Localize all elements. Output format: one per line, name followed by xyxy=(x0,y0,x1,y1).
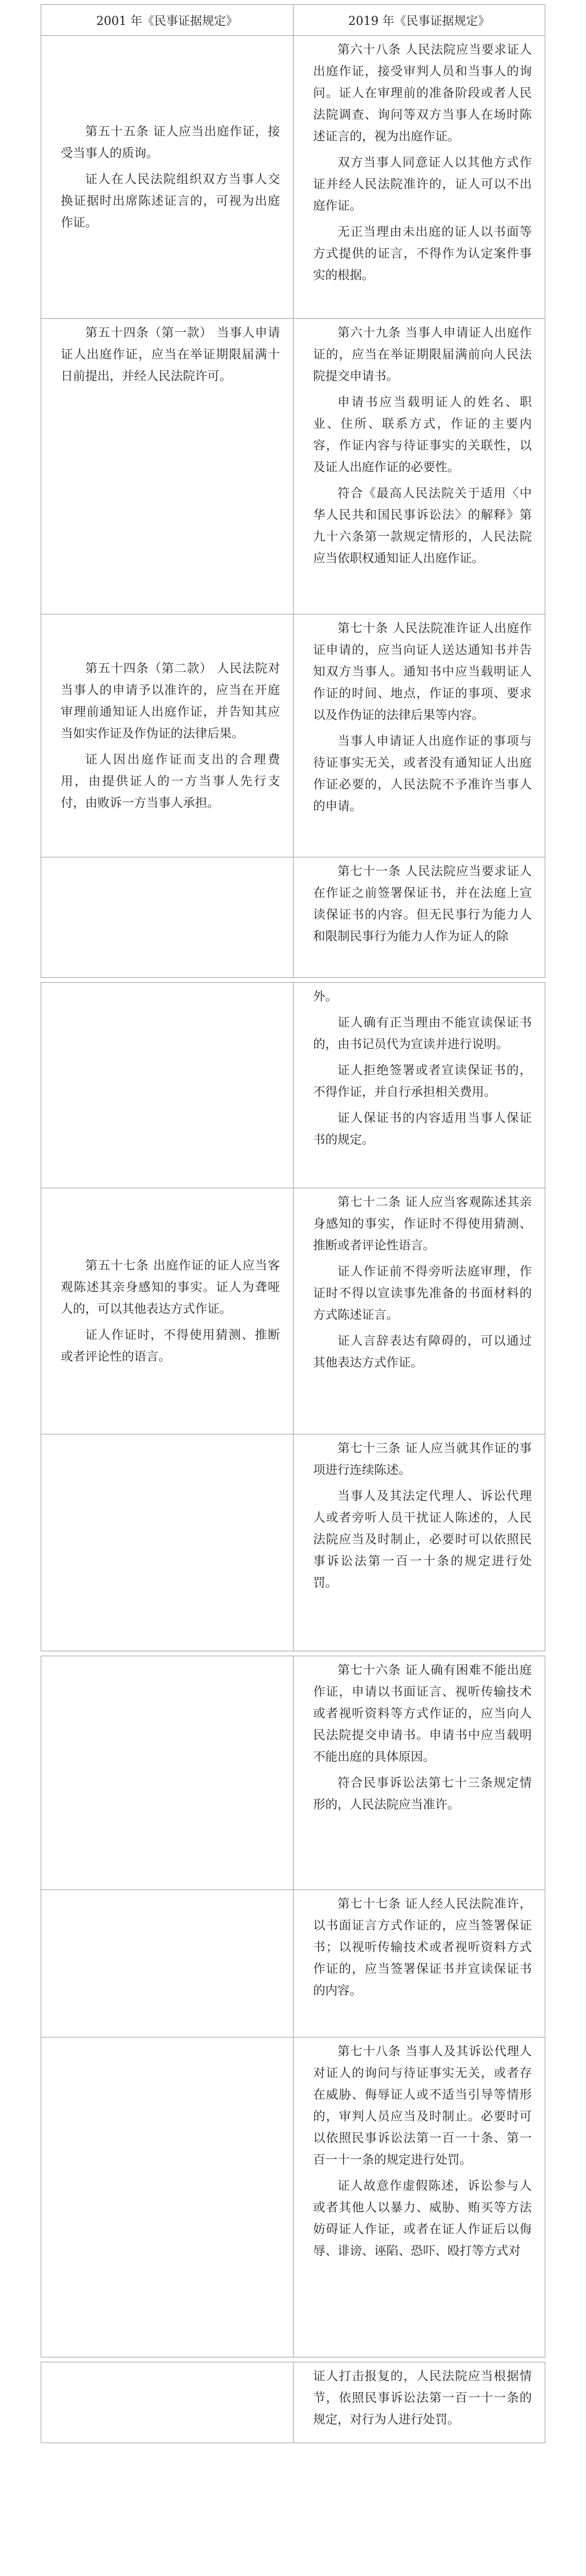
para: 证人故意作虚假陈述，诉讼参与人或者其他人以暴力、威胁、贿买等方法妨碍证人作证，或者在证人作证后以侮辱、诽谤、诬陷、恐吓、殴打等方式对 xyxy=(313,2179,532,2258)
para: 第六十八条 人民法院应当要求证人出庭作证，接受审判人员和当事人的询问。证人在审理前的准备阶段或者人民法院调查、询问等双方当事人在场时陈述证言的，视为出庭作证。 xyxy=(313,43,532,144)
para: 当事人申请证人出庭作证的事项与待证事实无关，或者没有通知证人出庭作证必要的，人民法院不予准许当事人的申请。 xyxy=(313,734,532,813)
para: 证人在人民法院组织双方当事人交换证据时出席陈述证言的，可视为出庭作证。 xyxy=(61,172,280,230)
header-2001: 2001 年《民事证据规定》 xyxy=(96,14,238,28)
cell-2019 xyxy=(293,36,545,318)
cell-2001-empty xyxy=(41,1434,293,1651)
para: 证人言辞表达有障碍的，可以通过其他表达方式作证。 xyxy=(313,1334,532,1370)
cell-2001-empty xyxy=(41,1656,293,1889)
cell-2019 xyxy=(293,857,545,977)
comparison-table xyxy=(41,4,545,2443)
para: 第七十七条 证人经人民法院准许，以书面证言方式作证的，应当签署保证书；以视听传输技术或者视听资料方式作证的，应当签署保证书并宣读保证书的内容。 xyxy=(313,1897,532,1998)
para: 当事人及其法定代理人、诉讼代理人或者旁听人员干扰证人陈述的，人民法院应当及时制止，必要时可以依照民事诉讼法第一百一十条的规定进行处罚。 xyxy=(313,1489,532,1590)
para: 第六十九条 当事人申请证人出庭作证的，应当在举证期限届满前向人民法院提交申请书。 xyxy=(313,326,532,383)
para: 第五十五条 证人应当出庭作证，接受当事人的质询。 xyxy=(61,124,280,161)
para: 第七十八条 当事人及其诉讼代理人对证人的询问与待证事实无关，或者存在威胁、侮辱证人或不适当引导等情形的，审判人员应当及时制止。必要时可以依照民事诉讼法第一百一十条、第一百一十一条的规定进行处罚。 xyxy=(313,2045,532,2167)
para: 第五十七条 出庭作证的证人应当客观陈述其亲身感知的事实。证人为聋哑人的，可以其他表达方式作证。 xyxy=(61,1258,280,1316)
para: 第五十四条（第一款） 当事人申请证人出庭作证，应当在举证期限届满十日前提出，并经人民法院许可。 xyxy=(61,326,280,383)
cell-2001 xyxy=(41,319,293,614)
para: 证人因出庭作证而支出的合理费用，由提供证人的一方当事人先行支付，由败诉一方当事人承担。 xyxy=(61,752,280,810)
para: 第五十四条（第二款） 人民法院对当事人的申请予以准许的，应当在开庭审理前通知证人出庭作证，并告知其应当如实作证及作伪证的法律后果。 xyxy=(61,661,280,741)
para: 第七十六条 证人确有困难不能出庭作证，申请以书面证言、视听传输技术或者视听资料等方式作证的，应当向人民法院提交申请书。申请书中应当载明不能出庭的具体原因。 xyxy=(313,1663,532,1764)
cell-2001 xyxy=(41,614,293,857)
cell-2019 xyxy=(293,983,545,1188)
para: 证人确有正当理由不能宣读保证书的，由书记员代为宣读并进行说明。 xyxy=(313,1016,532,1052)
cell-2001-empty xyxy=(41,2037,293,2357)
cell-2001-empty xyxy=(41,2362,293,2443)
cell-2001-empty xyxy=(41,857,293,977)
cell-2001-empty xyxy=(41,1890,293,2037)
table-row xyxy=(41,1188,545,1434)
cell-2001 xyxy=(41,1188,293,1434)
cell-2001-empty xyxy=(41,983,293,1188)
cell-2019 xyxy=(293,319,545,614)
cell-2019 xyxy=(293,2362,545,2443)
table-row xyxy=(41,1656,545,1890)
table-row xyxy=(41,319,545,614)
para: 申请书应当载明证人的姓名、职业、住所、联系方式，作证的主要内容，作证内容与待证事实的关联性，以及证人出庭作证的必要性。 xyxy=(313,395,532,475)
para: 证人作证前不得旁听法庭审理，作证时不得以宣读事先准备的书面材料的方式陈述证言。 xyxy=(313,1265,532,1322)
table-row xyxy=(41,982,545,1188)
cell-2019 xyxy=(293,1434,545,1651)
table-row xyxy=(41,614,545,857)
para: 无正当理由未出庭的证人以书面等方式提供的证言，不得作为认定案件事实的根据。 xyxy=(313,225,532,283)
para: 外。 xyxy=(313,990,338,1004)
cell-2019 xyxy=(293,1188,545,1434)
para: 第七十三条 证人应当就其作证的事项进行连续陈述。 xyxy=(313,1441,532,1477)
cell-2001 xyxy=(41,36,293,318)
table-row xyxy=(41,36,545,319)
table-row xyxy=(41,1890,545,2037)
table-row xyxy=(41,1434,545,1651)
cell-2019 xyxy=(293,1656,545,1889)
header-2019: 2019 年《民事证据规定》 xyxy=(293,5,545,35)
para: 第七十条 人民法院准许证人出庭作证申请的，应当向证人送达通知书并告知双方当事人。通知书中应当载明证人作证的时间、地点，作证的事项、要求以及作伪证的法律后果等内容。 xyxy=(313,621,532,722)
cell-2019 xyxy=(293,614,545,857)
table-row xyxy=(41,857,545,978)
para: 证人作证时，不得使用猜测、推断或者评论性的语言。 xyxy=(61,1328,280,1364)
para: 第七十二条 证人应当客观陈述其亲身感知的事实，作证时不得使用猜测、推断或者评论性语言。 xyxy=(313,1195,532,1253)
table-header xyxy=(41,4,545,36)
cell-2019 xyxy=(293,1890,545,2037)
table-row xyxy=(41,2362,545,2443)
para: 符合民事诉讼法第七十三条规定情形的，人民法院应当准许。 xyxy=(313,1776,532,1812)
para: 符合《最高人民法院关于适用〈中华人民共和国民事诉讼法〉的解释》第九十六条第一款规定情形的，人民法院应当依职权通知证人出庭作证。 xyxy=(313,486,532,566)
para: 证人打击报复的，人民法院应当根据情节，依照民事诉讼法第一百一十一条的规定，对行为人进行处罚。 xyxy=(313,2369,532,2427)
para: 证人拒绝签署或者宣读保证书的，不得作证，并自行承担相关费用。 xyxy=(313,1063,532,1099)
para: 第七十一条 人民法院应当要求证人在作证之前签署保证书，并在法庭上宣读保证书的内容。但无民事行为能力人和限制民事行为能力人作为证人的除 xyxy=(313,864,532,944)
table-row xyxy=(41,2037,545,2357)
cell-2019 xyxy=(293,2037,545,2357)
para: 双方当事人同意证人以其他方式作证并经人民法院准许的，证人可以不出庭作证。 xyxy=(313,156,532,213)
para: 证人保证书的内容适用当事人保证书的规定。 xyxy=(313,1111,532,1147)
